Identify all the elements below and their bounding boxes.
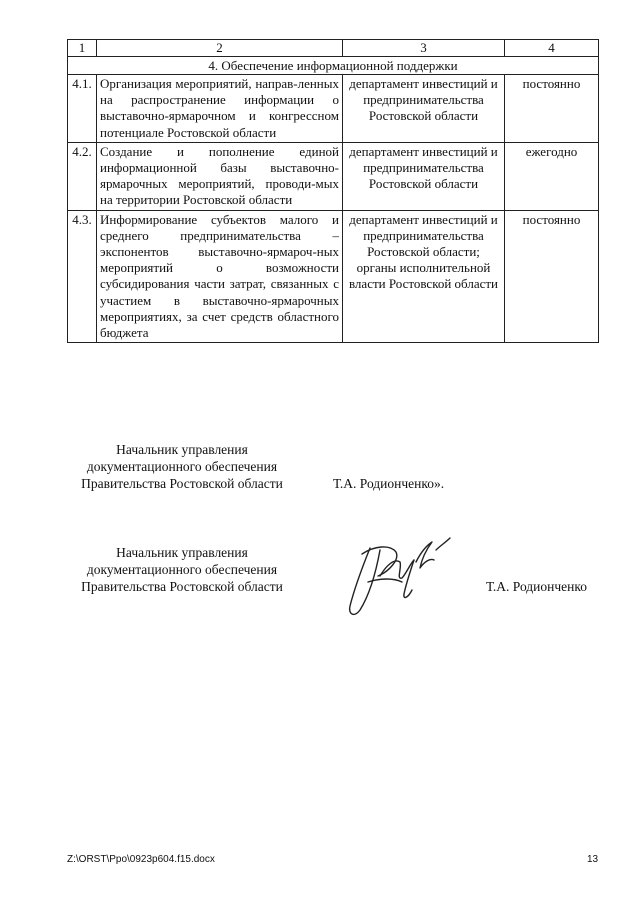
- row-description: Информирование субъектов малого и среднего предпринимательства – экспонентов выставочно-ярмароч-ных мероприятий о возможности субсидирования части затрат, связанных с участием в выставочно-ярмарочных мероприятиях, за счет средств областного бюджета: [97, 210, 343, 343]
- signature-1-title-line: документационного обеспечения: [86, 459, 278, 474]
- signature-1-title-line: Начальник управления: [116, 442, 248, 457]
- footer-page-number: 13: [587, 854, 599, 865]
- row-number: 4.3.: [68, 210, 97, 343]
- row-number: 4.2.: [68, 142, 97, 210]
- row-term: постоянно: [505, 210, 599, 343]
- column-number-1: 1: [68, 40, 97, 57]
- signature-1-title-line: Правительства Ростовской области: [81, 476, 283, 491]
- row-number: 4.1.: [68, 75, 97, 143]
- signature-2-title-line: документационного обеспечения: [86, 562, 278, 577]
- row-description: Организация мероприятий, направ-ленных на распространение информации о выставочно-ярмарочном и конгрессном потенциале Ростовской области: [97, 75, 343, 143]
- row-responsible: департамент инвестиций и предпринимательства Ростовской области; органы исполнительной власти Ростовской области: [343, 210, 505, 343]
- section-row: [68, 57, 599, 75]
- row-term: постоянно: [505, 75, 599, 143]
- signature-1-title: [62, 441, 302, 492]
- signature-2-name: Т.А. Родионченко: [486, 579, 587, 594]
- signature-2-title-line: Правительства Ростовской области: [81, 579, 283, 594]
- row-description: Создание и пополнение единой информационной базы выставочно-ярмарочных мероприятий, проводи-мых на территории Ростовской области: [97, 142, 343, 210]
- column-number-2: 2: [97, 40, 343, 57]
- row-term: ежегодно: [505, 142, 599, 210]
- column-number-3: 3: [343, 40, 505, 57]
- table-row: [68, 75, 599, 143]
- row-responsible: департамент инвестиций и предпринимательства Ростовской области: [343, 75, 505, 143]
- section-title: 4. Обеспечение информационной поддержки: [68, 57, 599, 75]
- signature-2-title: [62, 544, 302, 595]
- handwritten-signature: [340, 528, 460, 623]
- action-plan-table: [67, 39, 599, 343]
- row-responsible: департамент инвестиций и предпринимательства Ростовской области: [343, 142, 505, 210]
- column-number-4: 4: [505, 40, 599, 57]
- signature-2-title-line: Начальник управления: [116, 545, 248, 560]
- table-row: [68, 210, 599, 343]
- table-header-row: [68, 40, 599, 57]
- footer-file-path: Z:\ORST\Ppo\0923p604.f15.docx: [67, 854, 215, 865]
- table-row: [68, 142, 599, 210]
- signature-1-name: Т.А. Родионченко».: [333, 476, 445, 491]
